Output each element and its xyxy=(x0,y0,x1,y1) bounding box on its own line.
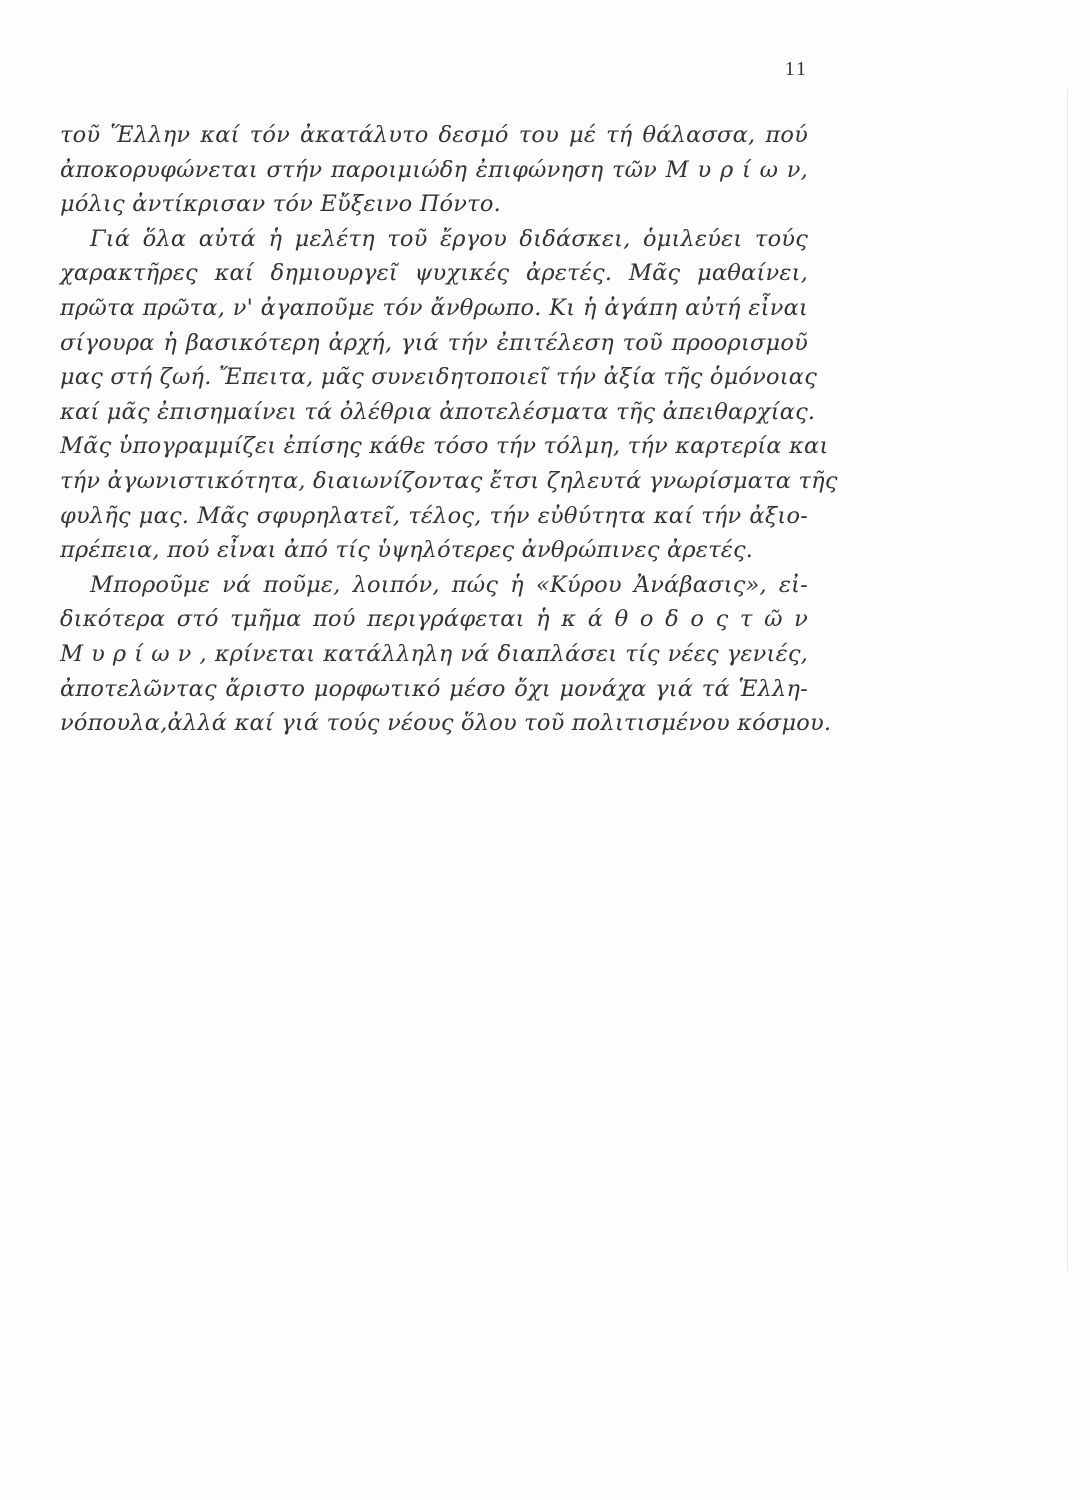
text-line: πρέπεια, πού εἶναι ἀπό τίς ὑψηλότερες ἀνθρώπινες ἀρετές. xyxy=(60,537,754,564)
text-line: Μᾶς ὑπογραμμίζει ἐπίσης κάθε τόσο τήν τόλμη, τήν καρτερία και xyxy=(60,433,829,460)
page-edge-shadow xyxy=(1067,90,1068,1270)
page-number: 11 xyxy=(784,58,808,80)
text-line: Μπορoῦμε νά ποῦμε, λοιπόν, πώς ἡ «Κύρου Ἀνάβασις», εἰ- xyxy=(90,571,808,598)
text-line: σίγουρα ἡ βασικότερη ἀρχή, γιά τήν ἐπιτέλεση τοῦ προορισμοῦ xyxy=(60,329,808,356)
text-line: ἀποτελῶντας ἄριστο μορφωτικό μέσο ὄχι μονάχα γιά τά Ἑλλη- xyxy=(60,675,808,702)
text-line: μας στή ζωή. Ἔπειτα, μᾶς συνειδητοποιεῖ τήν ἀξία τῆς ὁμόνοιας xyxy=(60,364,818,391)
text-line: Μ υ ρ ί ω ν , κρίνεται κατάλληλη νά διαπλάσει τίς νέες γενιές, xyxy=(60,640,808,667)
text-line: μόλις ἀντίκρισαν τόν Εὔξεινο Πόντο. xyxy=(60,191,501,218)
text-line: χαρακτῆρες καί δημιουργεῖ ψυχικές ἀρετές. Μᾶς μαθαίνει, xyxy=(60,260,808,287)
text-line: Γιά ὅλα αὐτά ἡ μελέτη τοῦ ἔργου διδάσκει, ὁμιλεύει τούς xyxy=(90,225,808,252)
text-line: τήν ἀγωνιστικότητα, διαιωνίζοντας ἔτσι ζηλευτά γνωρίσματα τῆς xyxy=(60,467,838,494)
text-line: καί μᾶς ἐπισημαίνει τά ὀλέθρια ἀποτελέσματα τῆς ἀπειθαρχίας. xyxy=(60,398,816,425)
text-line: δικότερα στό τμῆμα πού περιγράφεται ἡ κ ά θ ο δ ο ς τ ῶ ν xyxy=(60,606,808,633)
text-line: νόπουλα,ἀλλά καί γιά τούς νέους ὅλου τοῦ πολιτισμένου κόσμου. xyxy=(60,710,832,737)
text-line: τοῦ Ἕλλην καί τόν ἀκατάλυτο δεσμό του μέ τή θάλασσα, πού xyxy=(60,122,808,148)
text-line: φυλῆς μας. Μᾶς σφυρηλατεῖ, τέλος, τήν εὐθύτητα καί τήν ἀξιο- xyxy=(60,502,808,529)
text-line: ἀποκορυφώνεται στήν παροιμιώδη ἐπιφώνηση τῶν Μ υ ρ ί ω ν, xyxy=(60,156,808,183)
body-text xyxy=(60,118,838,741)
text-line: πρῶτα πρῶτα, ν' ἀγαποῦμε τόν ἄνθρωπο. Κι ἡ ἀγάπη αὐτή εἶναι xyxy=(60,294,808,321)
